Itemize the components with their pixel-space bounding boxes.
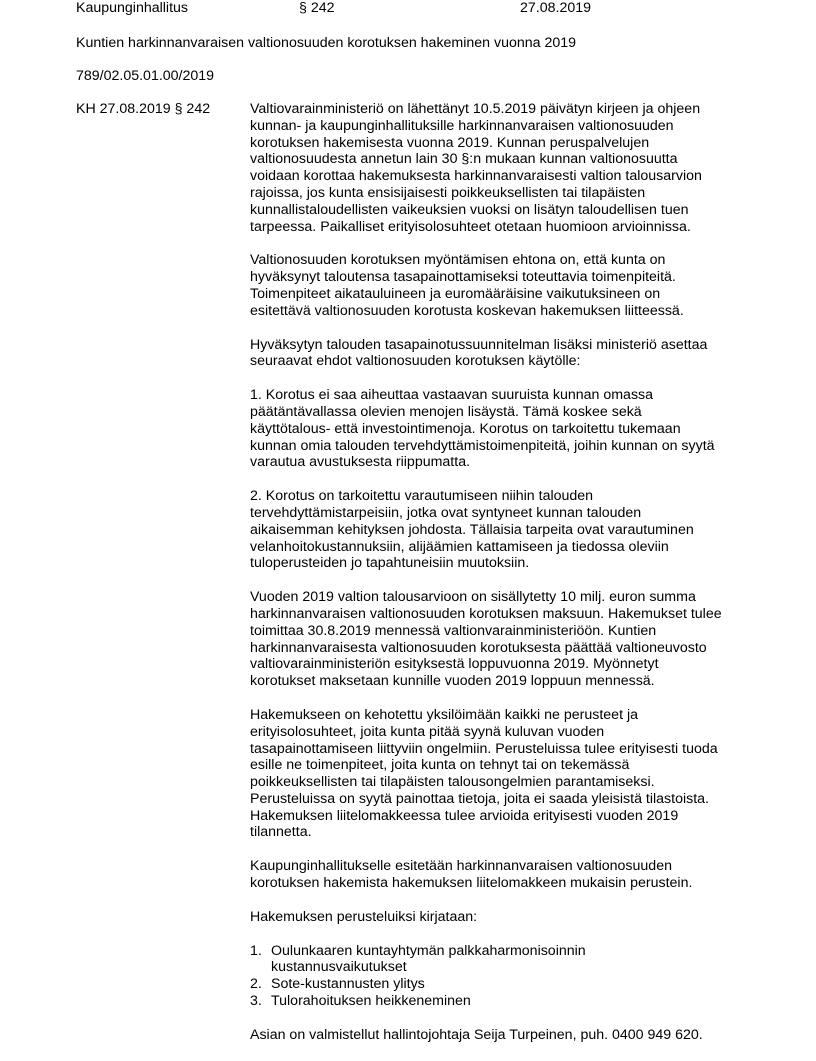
meeting-reference: KH 27.08.2019 § 242 bbox=[76, 101, 211, 117]
text-line: esille ne toimenpiteet, joita kunta on tehnyt tai on tekemässä bbox=[250, 757, 630, 774]
decision-body: Kaupunginhallitus bbox=[76, 0, 189, 16]
text-line: Tulorahoituksen heikkeneminen bbox=[271, 993, 471, 1010]
text-line: voidaan korottaa hakemuksesta harkinnanvaraisesti valtion talousarvion bbox=[250, 168, 702, 185]
text-line: Sote-kustannusten ylitys bbox=[271, 976, 425, 993]
list-item-number: 1. bbox=[250, 942, 262, 959]
text-line: Oulunkaaren kuntayhtymän palkkaharmonisoinnin bbox=[271, 942, 586, 959]
text-line: tasapainottamiseen liittyviin ongelmiin. Perusteluissa tulee erityisesti tuoda bbox=[250, 740, 718, 757]
reasons-list bbox=[250, 943, 750, 1010]
text-line: rajoissa, jos kunta ensisijaisesti poikkeuksellisten tai tilapäisten bbox=[250, 184, 646, 201]
text-line: Hyväksytyn talouden tasapainotussuunnitelman lisäksi ministeriö asettaa bbox=[250, 336, 708, 353]
text-line: 1. Korotus ei saa aiheuttaa vastaavan suuruista kunnan omassa bbox=[250, 387, 654, 404]
text-line: valtionosuudesta annetun lain 30 §:n mukaan kunnan valtionosuutta bbox=[250, 151, 678, 168]
text-line: erityisolosuhteet, joita kunta pitää syynä kuluvan vuoden bbox=[250, 723, 605, 740]
text-line: kunnan- ja kaupunginhallituksille harkinnanvaraisen valtionosuuden bbox=[250, 117, 674, 134]
body-paragraph bbox=[250, 387, 750, 471]
text-line: varautua avustuksesta riippumatta. bbox=[250, 454, 471, 471]
body-paragraph bbox=[250, 858, 750, 892]
list-item-number: 2. bbox=[250, 976, 262, 993]
list-item-text bbox=[271, 976, 425, 993]
text-line: kustannusvaikutukset bbox=[271, 959, 407, 976]
meeting-date: 27.08.2019 bbox=[520, 0, 592, 16]
text-line: Valtiovarainministeriö on lähettänyt 10.5.2019 päivätyn kirjeen ja ohjeen bbox=[250, 101, 701, 117]
text-line: harkinnanvaraisen valtionosuuden korotuksen maksuun. Hakemukset tulee bbox=[250, 605, 722, 622]
text-line: hyväksynyt taloutensa tasapainottamiseksi toteuttavia toimenpiteitä. bbox=[250, 269, 676, 286]
body-paragraph bbox=[250, 589, 750, 690]
list-item bbox=[250, 993, 750, 1010]
document-title: Kuntien harkinnanvaraisen valtionosuuden korotuksen hakeminen vuonna 2019 bbox=[76, 35, 577, 51]
body-paragraph bbox=[250, 337, 750, 371]
text-line: velanhoitokustannuksiin, alijäämien kattamiseen ja tiedossa oleviin bbox=[250, 538, 669, 555]
text-line: seuraavat ehdot valtionosuuden korotuksen käytölle: bbox=[250, 353, 581, 370]
text-line: Vuoden 2019 valtion talousarvioon on sisällytetty 10 milj. euron summa bbox=[250, 589, 696, 606]
text-line: valtiovarainministeriön esityksestä loppuvuonna 2019. Myönnetyt bbox=[250, 656, 659, 673]
text-line: Hakemukseen on kehotettu yksilöimään kaikki ne perusteet ja bbox=[250, 706, 639, 723]
list-item-number: 3. bbox=[250, 993, 262, 1010]
text-line: poikkeuksellisten tai tilapäisten talousongelmien parantamiseksi. bbox=[250, 774, 655, 791]
list-item bbox=[250, 943, 750, 977]
body-paragraph bbox=[250, 909, 750, 926]
text-line: aikaisemman kehityksen johdosta. Tällaisia tarpeita ovat varautuminen bbox=[250, 521, 694, 538]
paragraph-list bbox=[250, 101, 750, 926]
body-paragraph bbox=[250, 101, 750, 235]
list-item bbox=[250, 976, 750, 993]
document-header bbox=[0, 0, 816, 18]
text-line: Toimenpiteet aikatauluineen ja euromääräisine vaikutuksineen on bbox=[250, 285, 661, 302]
text-line: tilannetta. bbox=[250, 824, 312, 841]
text-line: 2. Korotus on tarkoitettu varautumiseen niihin talouden bbox=[250, 488, 594, 505]
body-paragraph bbox=[250, 252, 750, 319]
text-line: toimittaa 30.8.2019 mennessä valtionvarainministeriöön. Kuntien bbox=[250, 622, 657, 639]
text-line: Valtionosuuden korotuksen myöntämisen ehtona on, että kunta on bbox=[250, 252, 666, 269]
text-line: esitettävä valtionosuuden korotusta koskevan hakemuksen liitteessä. bbox=[250, 302, 684, 319]
text-line: tervehdyttämistarpeisiin, jotka ovat syntyneet kunnan talouden bbox=[250, 504, 642, 521]
list-item-text bbox=[271, 943, 586, 977]
closing-note: Asian on valmistellut hallintojohtaja Seija Turpeinen, puh. 0400 949 620. bbox=[250, 1026, 703, 1043]
text-line: korotuksen hakemisesta vuonna 2019. Kunnan peruspalvelujen bbox=[250, 134, 650, 151]
text-line: tuloperusteiden jo tapahtuneisiin muutoksiin. bbox=[250, 555, 530, 572]
body-paragraph bbox=[250, 707, 750, 841]
text-line: käyttötalous- että investointimenoja. Korotus on tarkoitettu tukemaan bbox=[250, 420, 681, 437]
body-paragraph bbox=[250, 488, 750, 572]
text-line: Hakemuksen perusteluiksi kirjataan: bbox=[250, 908, 478, 925]
text-line: korotuksen hakemista hakemuksen liitelomakkeen mukaisin perustein. bbox=[250, 875, 693, 892]
text-line: harkinnanvaraisesta valtionosuuden korotuksesta päättää valtioneuvosto bbox=[250, 639, 707, 656]
section-number: § 242 bbox=[299, 0, 335, 16]
text-line: kunnallistaloudellisten vaikeuksien vuoksi on lisätyn taloudellisen tuen bbox=[250, 201, 689, 218]
record-id: 789/02.05.01.00/2019 bbox=[76, 68, 215, 84]
text-line: tarpeessa. Paikalliset erityisolosuhteet otetaan huomioon arvioinnissa. bbox=[250, 218, 691, 235]
text-line: Perusteluissa on syytä painottaa tietoja, joita ei saada yleisistä tilastoista. bbox=[250, 790, 709, 807]
decision-body-text bbox=[250, 101, 750, 1061]
text-line: Kaupunginhallitukselle esitetään harkinnanvaraisen valtionosuuden bbox=[250, 858, 672, 875]
list-item-text bbox=[271, 993, 471, 1010]
text-line: kunnan omia talouden tervehdyttämistoimenpiteitä, joihin kunnan on syytä bbox=[250, 437, 715, 454]
text-line: Hakemuksen liitelomakkeessa tulee arvioida erityisesti vuoden 2019 bbox=[250, 807, 679, 824]
text-line: päätäntävallassa olevien menojen lisäystä. Tämä koskee sekä bbox=[250, 403, 642, 420]
text-line: korotukset maksetaan kunnille vuoden 2019 loppuun mennessä. bbox=[250, 673, 655, 690]
